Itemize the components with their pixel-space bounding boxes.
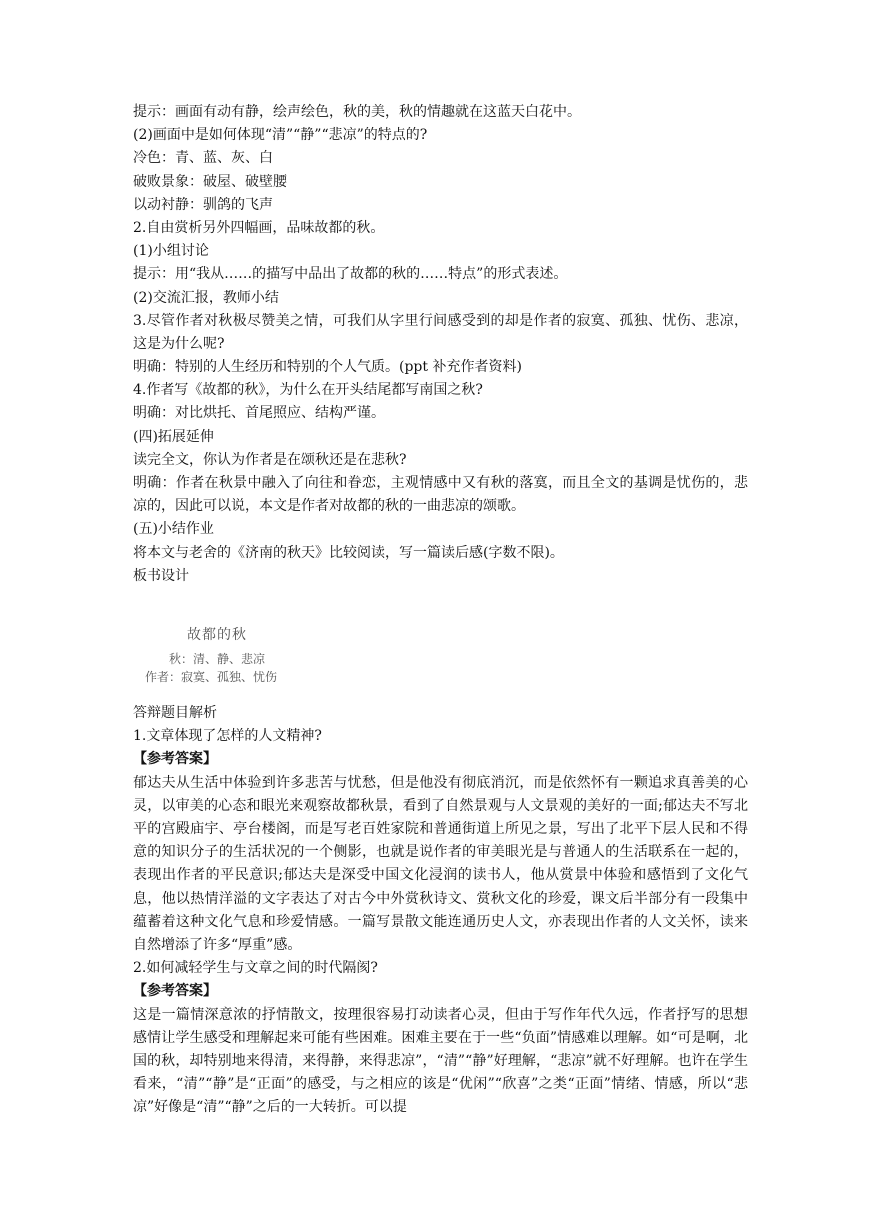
question-3-paragraph: 3.尽管作者对秋极尽赞美之情，可我们从字里行间感受到的却是作者的寂寞、孤独、忧伤、悲凉，这是为什么呢? (133, 312, 748, 352)
text-line: 提示：用“我从……的描写中品出了故都的秋的……特点”的形式表述。 (133, 266, 568, 283)
blackboard-design-image (133, 588, 748, 702)
text-line: 2.自由赏析另外四幅画，品味故都的秋。 (133, 219, 385, 236)
text-line: 4.作者写《故都的秋》，为什么在开头结尾都写南国之秋? (133, 382, 483, 399)
section-title: 答辩题目解析 (133, 705, 217, 721)
text-line: 提示：画面有动有静，绘声绘色，秋的美，秋的情趣就在这蓝天白花中。 (133, 104, 581, 120)
text-line: 明确：对比烘托、首尾照应、结构严谨。 (133, 405, 385, 422)
document-body (133, 101, 748, 1120)
text-line: 破败景象：破屋、破壁腰 (133, 173, 287, 190)
text-line: 冷色：青、蓝、灰、白 (133, 150, 273, 167)
answer-1-paragraph: 郁达夫从生活中体验到许多悲苦与忧愁，但是他没有彻底消沉，而是依然怀有一颗追求真善美的心灵，以审美的心态和眼光来观察故都秋景，看到了自然景观与人文景观的美好的一面;郁达夫不写北平的宫殿庙宇、亭台楼阁，而是写老百姓家院和普通街道上所见之景，写出了北平下层人民和不得意的知识分子的生活状况的一个侧影，也就是说作者的审美眼光是与普通人的生活联系在一起的，表现出作者的平民意识;郁达夫是深受中国文化浸润的读书人，他从赏景中体验和感悟到了文化气息，他以热情洋溢的文字表达了对古今中外赏秋诗文、赏秋文化的珍爱，课文后半部分有一段集中蕴蓄着这种文化气息和珍爱情感。一篇写景散文能连通历史人文，亦表现出作者的人文关怀，读来自然增添了许多“厚重”感。 (133, 774, 748, 953)
text-line: 以动衬静：驯鸽的飞声 (133, 196, 273, 213)
section-heading: (五)小结作业 (133, 521, 214, 538)
text-line: (2)画面中是如何体现“清”“静”“悲凉”的特点的? (133, 127, 428, 144)
board-line-author: 作者：寂寞、孤独、忧伤 (145, 670, 278, 684)
text-line: 读完全文，你认为作者是在颂秋还是在悲秋? (133, 451, 407, 468)
reference-answer-label: 【参考答案】 (133, 983, 217, 1000)
text-line: (1)小组讨论 (133, 243, 209, 260)
section-heading: (四)拓展延伸 (133, 428, 214, 445)
answer-2-paragraph: 这是一篇情深意浓的抒情散文，按理很容易打动读者心灵，但由于写作年代久远，作者抒写的思想感情让学生感受和理解起来可能有些困难。困难主要在于一些“负面”情感难以理解。如“可是啊，北国的秋，却特别地来得清，来得静，来得悲凉”，“清”“静”好理解，“悲凉”就不好理解。也许在学生看来，“清”“静”是“正面”的感受，与之相应的该是“优闲”“欣喜”之类“正面”情绪、情感，所以“悲凉”好像是“清”“静”之后的一大转折。可以提 (133, 1006, 748, 1116)
board-design-heading: 板书设计 (133, 567, 189, 584)
reference-answer-label: 【参考答案】 (133, 751, 217, 768)
board-title: 故都的秋 (187, 627, 247, 643)
text-line: 明确：特别的人生经历和特别的个人气质。(ppt 补充作者资料) (133, 359, 522, 376)
text-line: (2)交流汇报，教师小结 (133, 289, 279, 306)
question-2: 2.如何减轻学生与文章之间的时代隔阂? (133, 960, 378, 977)
board-line-autumn: 秋：清、静、悲凉 (169, 652, 266, 666)
text-line: 将本文与老舍的《济南的秋天》比较阅读，写一篇读后感(字数不限)。 (133, 544, 564, 561)
answer-paragraph: 明确：作者在秋景中融入了向往和眷恋，主观情感中又有秋的落寞，而且全文的基调是忧伤的，悲凉的，因此可以说，本文是作者对故都的秋的一曲悲凉的颂歌。 (133, 475, 748, 515)
question-1: 1.文章体现了怎样的人文精神? (133, 728, 322, 745)
